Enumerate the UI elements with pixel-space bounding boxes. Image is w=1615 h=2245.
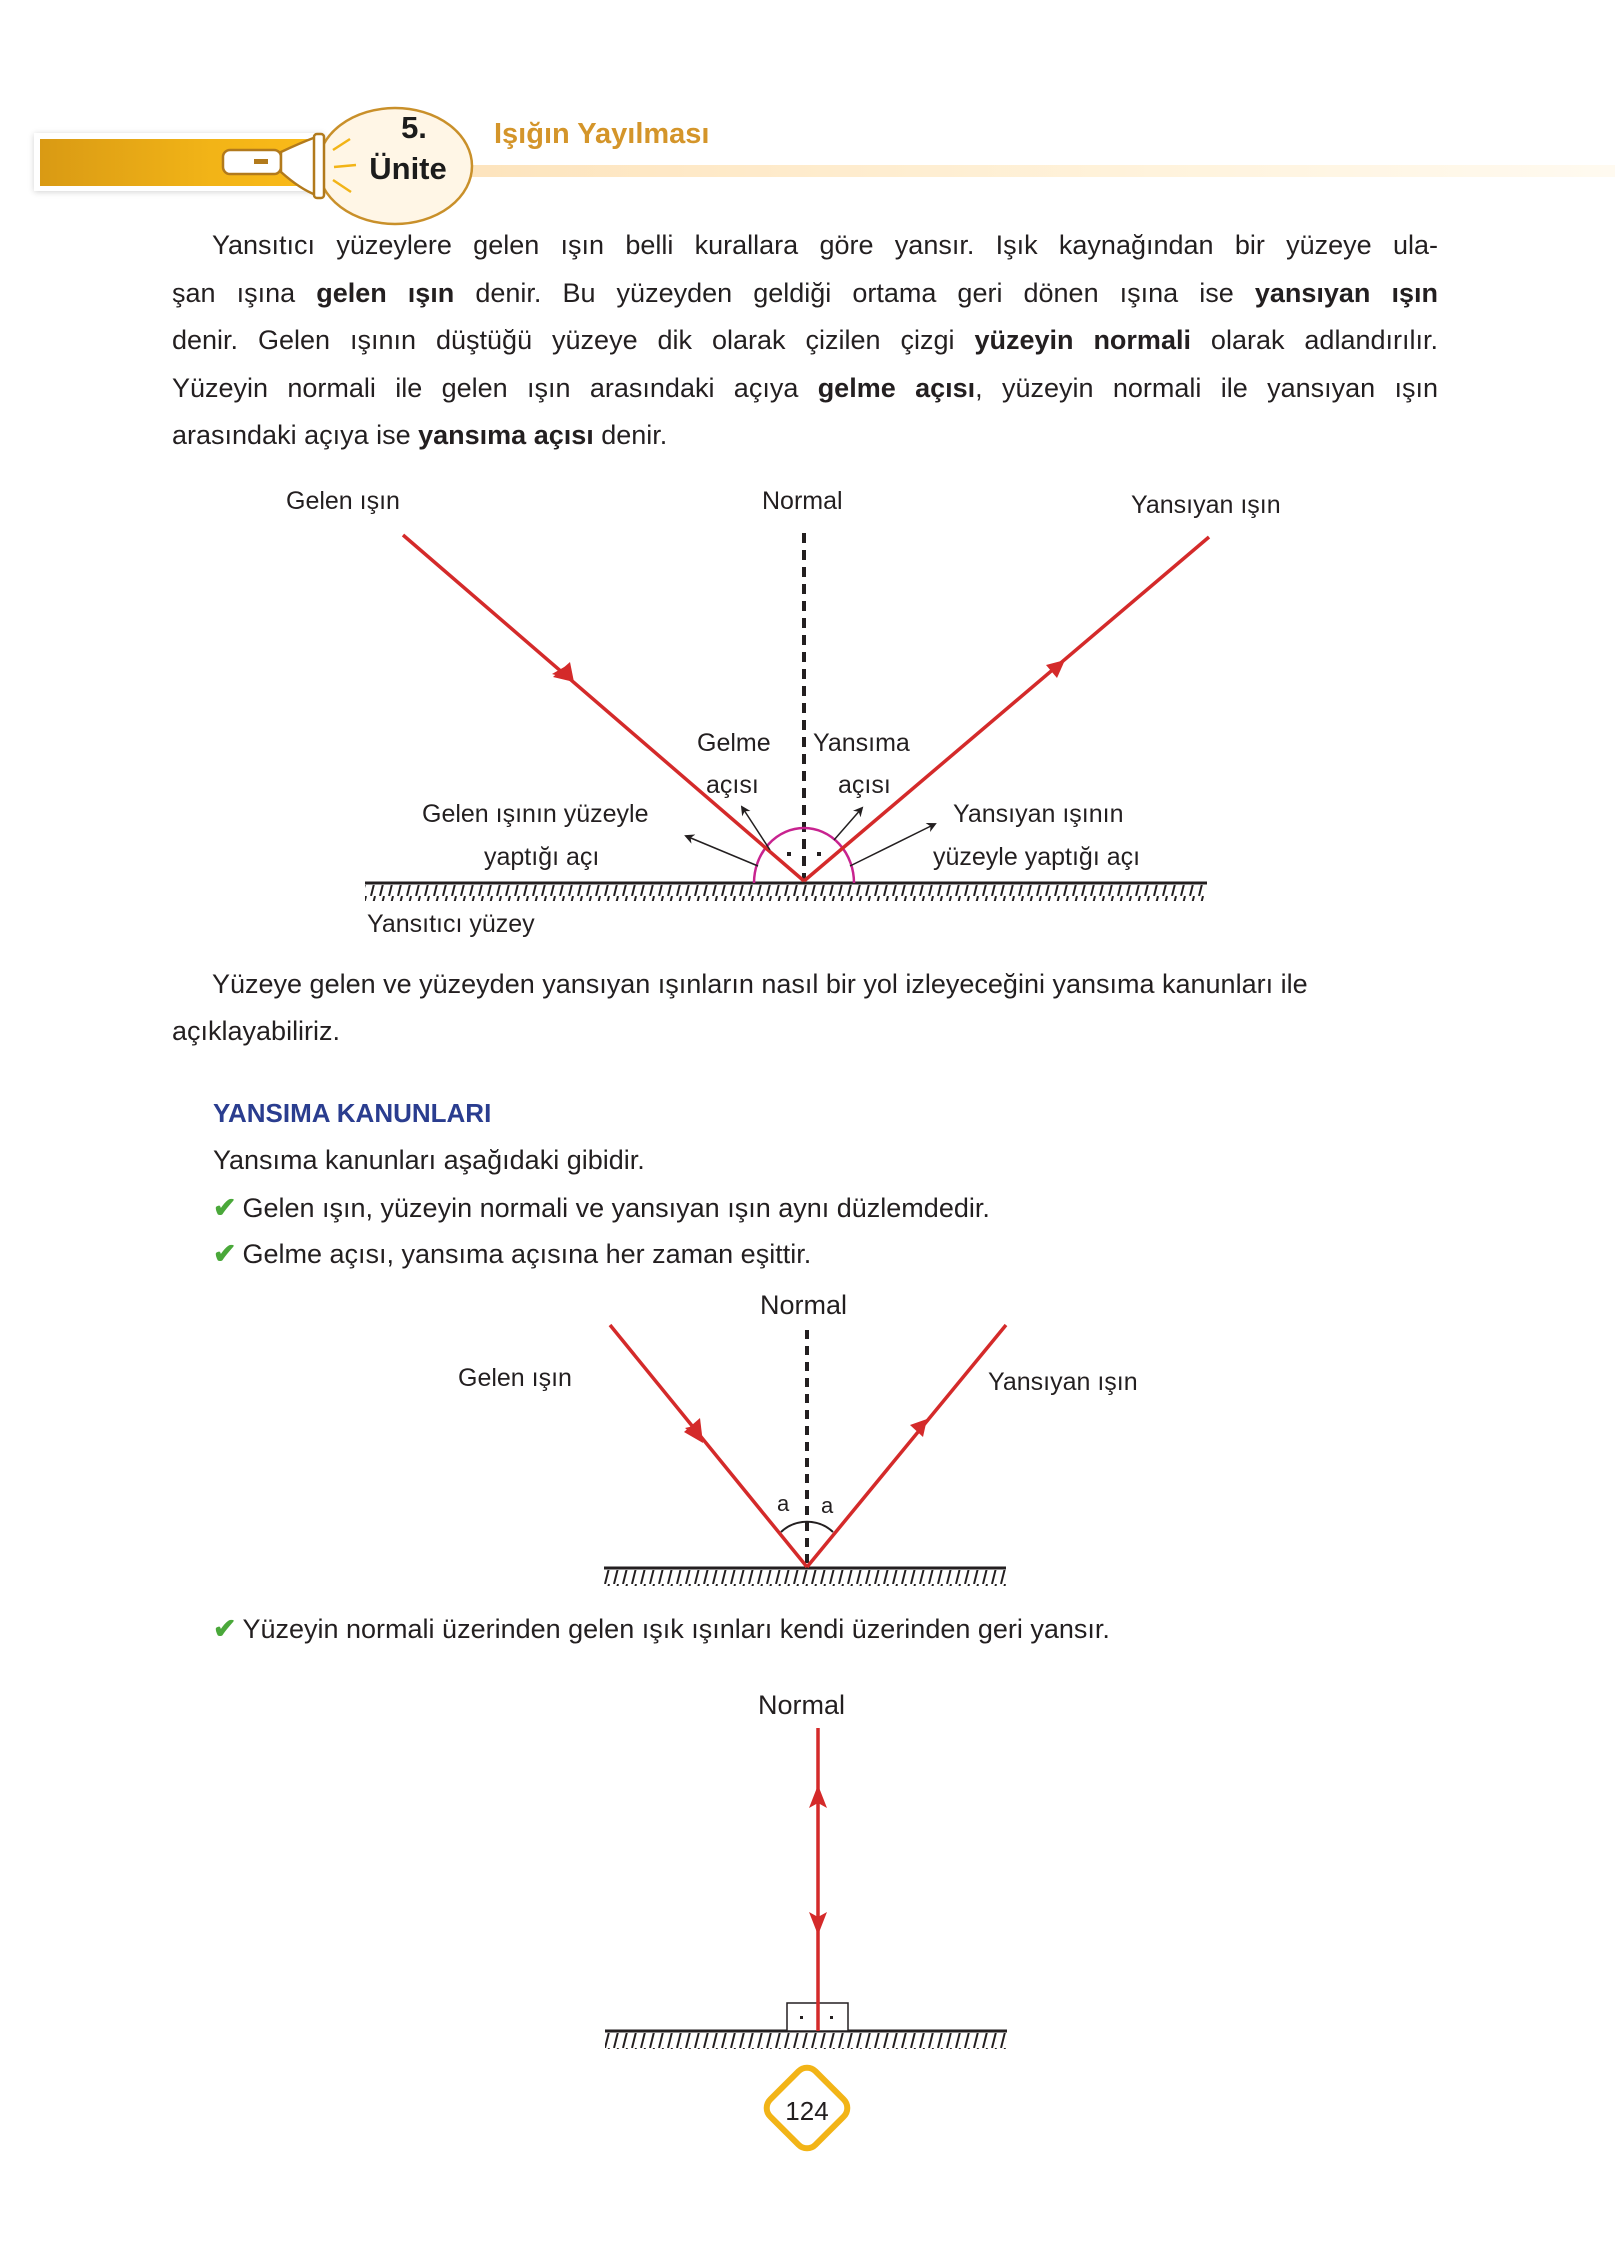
text-run: şan ışına <box>172 277 317 308</box>
angle-right-label: a <box>821 1493 834 1518</box>
angle-of-incidence-label-2: açısı <box>706 771 759 799</box>
bridge-line-2: açıklayabiliriz. <box>172 1016 341 1046</box>
check-icon: ✔ <box>213 1613 237 1644</box>
bold-term: yansıyan ışın <box>1254 277 1438 308</box>
check-icon: ✔ <box>213 1192 237 1223</box>
normal-label-2: Normal <box>760 1290 848 1320</box>
laws-intro: Yansıma kanunları aşağıdaki gibidir. <box>213 1145 645 1175</box>
bold-term: yansıma açısı <box>418 420 594 450</box>
text-run: Yüzeyin normali ile gelen ışın arasındaki açıya <box>172 372 818 403</box>
law-item-text: Yüzeyin normali üzerinden gelen ışık ışınları kendi üzerinden geri yansır. <box>242 1614 1110 1644</box>
bridge-line-1: Yüzeye gelen ve yüzeyden yansıyan ışınların nasıl bir yol izleyeceğini yansıma kanunları ile <box>212 969 1308 999</box>
incident-ray-label-2: Gelen ışın <box>458 1364 572 1392</box>
page-number: 124 <box>785 2096 829 2126</box>
law-item-text: Gelen ışın, yüzeyin normali ve yansıyan ışın aynı düzlemdedir. <box>242 1193 990 1223</box>
text-run: arasındaki açıya ise <box>172 420 419 450</box>
surface-angle-out-label-1: Yansıyan ışının <box>953 800 1124 828</box>
angle-of-reflection-label-1: Yansıma <box>813 729 910 757</box>
surface-angle-in-label-1: Gelen ışının yüzeyle <box>422 800 649 828</box>
bold-term: gelme açısı <box>817 372 976 403</box>
reflected-ray-label: Yansıyan ışın <box>1131 491 1281 519</box>
angle-of-incidence-label-1: Gelme <box>697 729 771 757</box>
text-run: denir. Gelen ışının düştüğü yüzeye dik olarak çizilen çizgi <box>172 325 975 355</box>
normal-label: Normal <box>762 487 843 515</box>
bold-term: gelen ışın <box>316 277 455 308</box>
law-item-text: Gelme açısı, yansıma açısına her zaman eşittir. <box>242 1239 812 1269</box>
surface-angle-out-label-2: yüzeyle yaptığı açı <box>933 843 1141 871</box>
text-run: , yüzeyin normali ile yansıyan ışın <box>975 372 1439 403</box>
unit-label: Ünite <box>369 151 447 186</box>
check-icon: ✔ <box>213 1238 237 1269</box>
text-run: olarak adlandırılır. <box>1190 325 1438 355</box>
section-heading: YANSIMA KANUNLARI <box>213 1098 492 1128</box>
angle-left-label: a <box>777 1491 790 1516</box>
surface-label: Yansıtıcı yüzey <box>367 910 535 938</box>
surface-angle-in-label-2: yaptığı açı <box>484 843 600 871</box>
chapter-title: Işığın Yayılması <box>494 118 710 150</box>
text-run: denir. <box>593 420 668 450</box>
normal-label-3: Normal <box>758 1690 846 1720</box>
incident-ray-label: Gelen ışın <box>286 487 400 515</box>
text-run: Yansıtıcı yüzeylere gelen ışın belli kurallara göre yansır. Işık kaynağından bir yüzeye ula- <box>212 230 1438 260</box>
unit-number: 5. <box>401 110 427 145</box>
text-run: denir. Bu yüzeyden geldiği ortama geri dönen ışına ise <box>454 277 1255 308</box>
angle-of-reflection-label-2: açısı <box>838 771 891 799</box>
reflected-ray-label-2: Yansıyan ışın <box>988 1368 1138 1396</box>
bold-term: yüzeyin normali <box>974 325 1191 355</box>
